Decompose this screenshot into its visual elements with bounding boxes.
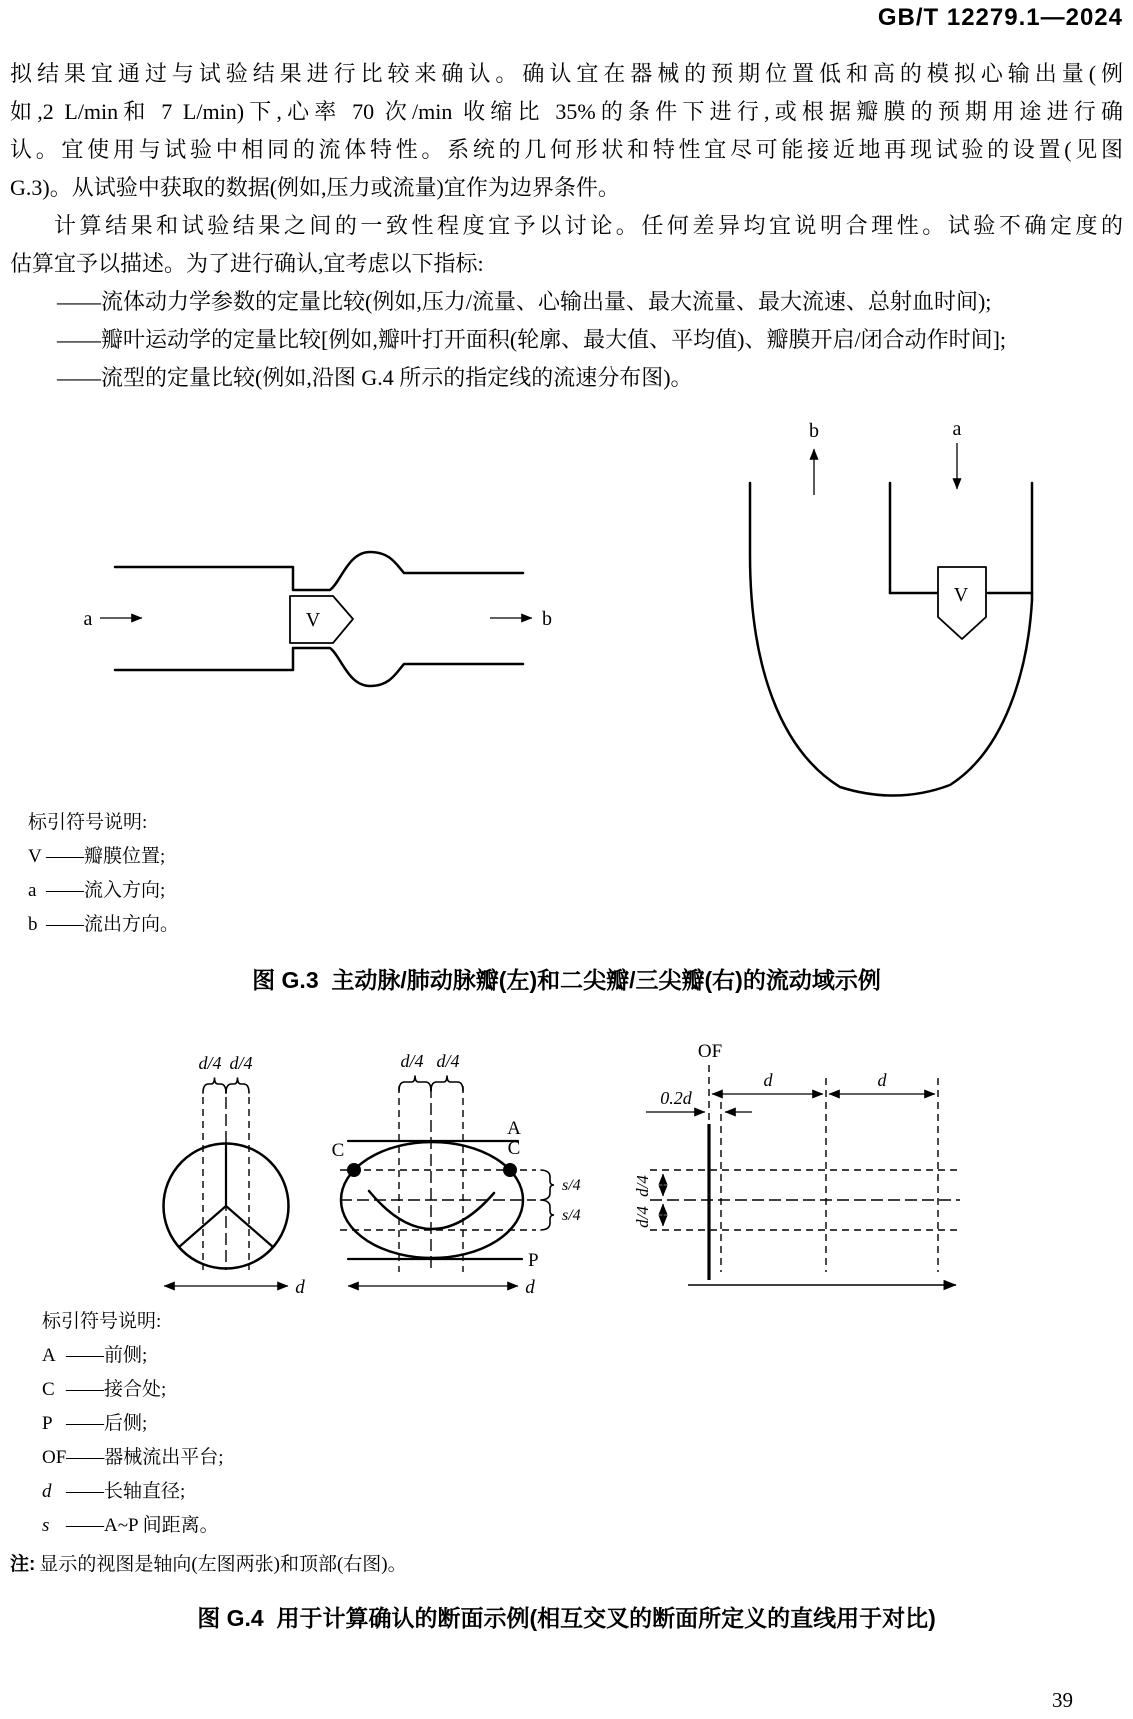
d-quarter-label: d/4: [436, 1051, 460, 1071]
d-quarter-label: d/4: [229, 1053, 253, 1073]
valve-shape: [290, 596, 353, 643]
legend-title: 标引符号说明:: [42, 1311, 162, 1332]
diameter-label: d: [763, 1070, 773, 1090]
posterior-label: P: [528, 1250, 539, 1271]
legend-symbol: C: [42, 1379, 55, 1400]
legend-title: 标引符号说明:: [28, 812, 148, 833]
d-quarter-label: d/4: [198, 1053, 222, 1073]
inflow-label: a: [952, 418, 962, 440]
figure-g3-flow-domain-diagram: [0, 415, 1133, 815]
legend-row: [28, 874, 179, 908]
legend-symbol: A: [42, 1345, 56, 1366]
inflow-label: a: [83, 608, 93, 630]
g3-aortic-diagram: [84, 552, 552, 686]
legend-symbol: s: [42, 1515, 50, 1536]
outflow-label: b: [809, 420, 819, 442]
legend-text: ——前侧;: [66, 1345, 148, 1366]
s-quarter-label: s/4: [562, 1177, 581, 1194]
legend-text: ——A~P 间距离。: [66, 1515, 219, 1536]
outflow-label: b: [542, 608, 552, 630]
figure-g4-cross-section-diagram: [0, 1040, 1133, 1302]
body-line: 如,2 L/min和 7 L/min)下,心率 70 次/min 收缩比 35%的条件下进行,或根据瓣膜的预期用途进行确: [10, 99, 1123, 124]
note-text: 显示的视图是轴向(左图两张)和顶部(右图)。: [39, 1554, 407, 1575]
body-line: G.3)。从试验中获取的数据(例如,压力或流量)宜作为边界条件。: [10, 175, 620, 200]
figure-g4-legend: [42, 1305, 224, 1543]
list-item: ——流体动力学参数的定量比较(例如,压力/流量、心输出量、最大流量、最大流速、总射血时间);: [57, 289, 992, 314]
legend-text: ——瓣膜位置;: [46, 846, 166, 867]
legend-row: [42, 1373, 224, 1407]
legend-symbol: P: [42, 1413, 53, 1434]
d-quarter-label: d/4: [400, 1051, 424, 1071]
legend-row: [42, 1407, 224, 1441]
legend-text: ——器械流出平台;: [66, 1447, 224, 1468]
standard-code-header: GB/T 12279.1—2024: [877, 4, 1123, 31]
body-line: 计算结果和试验结果之间的一致性程度宜予以讨论。任何差异均宜说明合理性。试验不确定度的: [54, 213, 1123, 238]
figure-g3-caption: 图 G.3 主动脉/肺动脉瓣(左)和二尖瓣/三尖瓣(右)的流动域示例: [252, 967, 881, 993]
d-quarter-label: d/4: [633, 1175, 652, 1197]
anterior-label: A: [507, 1118, 521, 1139]
figure-g3-legend: [28, 806, 179, 942]
diameter-label: d: [295, 1277, 305, 1298]
legend-text: ——长轴直径;: [66, 1481, 186, 1502]
note-label: 注:: [10, 1554, 36, 1575]
legend-symbol: a: [28, 880, 37, 901]
legend-row: [42, 1509, 224, 1543]
commissure-dot: [347, 1163, 361, 1177]
legend-symbol: b: [28, 914, 38, 935]
figure-g4-caption: 图 G.4 用于计算确认的断面示例(相互交叉的断面所定义的直线用于对比): [197, 1605, 936, 1631]
page-number: 39: [1052, 1688, 1073, 1712]
legend-row: [42, 1441, 224, 1475]
commissure-dot: [503, 1163, 517, 1177]
legend-row: [28, 840, 179, 874]
commissure-label: C: [331, 1140, 345, 1161]
body-line: 认。宜使用与试验中相同的流体特性。系统的几何形状和特性宜尽可能接近地再现试验的设置(见图: [10, 137, 1123, 162]
valve-label: V: [953, 584, 969, 606]
legend-text: ——流出方向。: [46, 914, 180, 935]
g4-bileaflet-axial-view: [332, 1051, 581, 1298]
legend-symbol: OF: [42, 1447, 67, 1468]
s-quarter-label: s/4: [562, 1207, 581, 1224]
g4-top-view-grid: [633, 1041, 960, 1285]
commissure-label: C: [507, 1138, 521, 1159]
g4-trileaflet-axial-view: [164, 1053, 306, 1298]
g3-mitral-diagram: [750, 418, 1032, 796]
legend-row: [28, 908, 179, 942]
body-line: 拟结果宜通过与试验结果进行比较来确认。确认宜在器械的预期位置低和高的模拟心输出量(例: [10, 61, 1123, 86]
legend-symbol: d: [42, 1481, 52, 1502]
body-text: [10, 55, 1123, 397]
legend-row: [42, 1339, 224, 1373]
valve-label: V: [305, 609, 321, 631]
legend-row: [42, 1475, 224, 1509]
offset-label: 0.2d: [660, 1088, 692, 1108]
outflow-platform-label: OF: [697, 1041, 723, 1062]
diameter-label: d: [877, 1070, 887, 1090]
diameter-label: d: [525, 1277, 535, 1298]
legend-text: ——接合处;: [66, 1379, 167, 1400]
list-item: ——瓣叶运动学的定量比较[例如,瓣叶打开面积(轮廓、最大值、平均值)、瓣膜开启/闭合动作时间];: [57, 327, 1007, 352]
figure-g4-note: [10, 1549, 407, 1576]
legend-text: ——后侧;: [66, 1413, 148, 1434]
list-item: ——流型的定量比较(例如,沿图 G.4 所示的指定线的流速分布图)。: [57, 365, 693, 390]
body-line: 估算宜予以描述。为了进行确认,宜考虑以下指标:: [10, 251, 484, 276]
legend-text: ——流入方向;: [46, 880, 166, 901]
legend-symbol: V: [28, 846, 42, 867]
d-quarter-label: d/4: [633, 1206, 652, 1228]
